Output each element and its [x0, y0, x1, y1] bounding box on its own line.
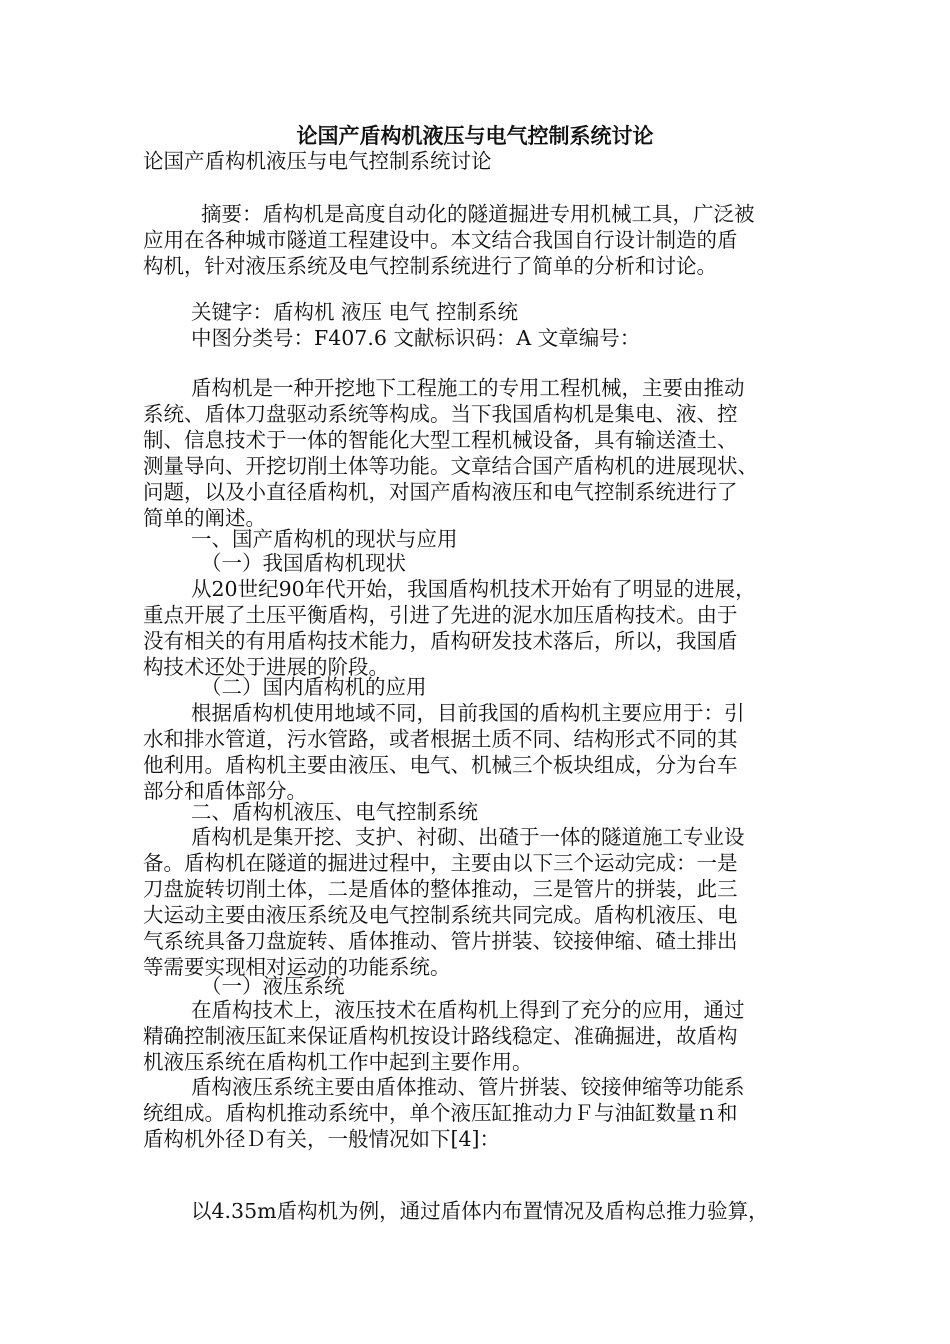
abstract-line: 应用在各种城市隧道工程建设中。本文结合我国自行设计制造的盾: [143, 228, 738, 252]
paragraph-line: 从20世纪90年代开始，我国盾构机技术开始有了明显的进展，: [191, 577, 756, 601]
paragraph-line: 水和排水管道，污水管路，或者根据土质不同、结构形式不同的其: [143, 727, 738, 751]
paragraph-line: 以4.35m盾构机为例，通过盾体内布置情况及盾构总推力验算，: [191, 1199, 769, 1223]
subtitle-line: 论国产盾构机液压与电气控制系统讨论: [143, 149, 492, 173]
paragraph-line: 系统、盾体刀盘驱动系统等构成。当下我国盾构机是集电、液、控: [143, 402, 738, 426]
paragraph-line: 等需要实现相对运动的功能系统。: [143, 955, 451, 979]
keywords-line: 关键字：盾构机 液压 电气 控制系统: [191, 300, 519, 324]
paragraph-line: 精确控制液压缸来保证盾构机按设计路线稳定、准确掘进，故盾构: [143, 1024, 738, 1048]
subsection-heading: （一）我国盾构机现状: [201, 551, 406, 575]
paragraph-line: 制、信息技术于一体的智能化大型工程机械设备，具有输送渣土、: [143, 428, 738, 452]
classification-line: 中图分类号：F407.6 文献标识码：A 文章编号：: [191, 326, 641, 350]
paragraph-line: 气系统具备刀盘旋转、盾体推动、管片拼装、铰接伸缩、碴土排出: [143, 929, 738, 953]
paragraph-line: 盾构机是一种开挖地下工程施工的专用工程机械，主要由推动: [191, 376, 745, 400]
paragraph-line: 在盾构技术上，液压技术在盾构机上得到了充分的应用，通过: [191, 998, 745, 1022]
paragraph-line: 他利用。盾构机主要由液压、电气、机械三个板块组成，分为台车: [143, 753, 738, 777]
paragraph-line: 简单的阐述。: [143, 506, 266, 530]
paragraph-line: 构技术还处于进展的阶段。: [143, 655, 389, 679]
paragraph-line: 盾构机外径Ｄ有关，一般情况如下[4]：: [143, 1127, 501, 1151]
paragraph-line: 根据盾构机使用地域不同，目前我国的盾构机主要应用于：引: [191, 701, 745, 725]
paragraph-line: 机液压系统在盾构机工作中起到主要作用。: [143, 1050, 533, 1074]
paragraph-line: 盾构液压系统主要由盾体推动、管片拼装、铰接伸缩等功能系: [191, 1075, 745, 1099]
paragraph-line: 备。盾构机在隧道的掘进过程中，主要由以下三个运动完成：一是: [143, 851, 738, 875]
paragraph-line: 统组成。盾构机推动系统中，单个液压缸推动力Ｆ与油缸数量ｎ和: [143, 1101, 738, 1125]
paragraph-line: 盾构机是集开挖、支护、衬砌、出碴于一体的隧道施工专业设: [191, 825, 745, 849]
paragraph-line: 部分和盾体部分。: [143, 779, 307, 803]
subsection-heading: （二）国内盾构机的应用: [201, 675, 427, 699]
abstract-line: 摘要：盾构机是高度自动化的隧道掘进专用机械工具，广泛被: [201, 202, 755, 226]
paragraph-line: 没有相关的有用盾构技术能力，盾构研发技术落后，所以，我国盾: [143, 629, 738, 653]
subsection-heading: （一）液压系统: [201, 974, 345, 998]
paragraph-line: 测量导向、开挖切削土体等功能。文章结合国产盾构机的进展现状、: [143, 454, 758, 478]
document-title: 论国产盾构机液压与电气控制系统讨论: [296, 123, 654, 148]
section-heading: 二、盾构机液压、电气控制系统: [191, 800, 478, 824]
paragraph-line: 重点开展了土压平衡盾构，引进了先进的泥水加压盾构技术。由于: [143, 603, 738, 627]
paragraph-line: 刀盘旋转切削土体，二是盾体的整体推动，三是管片的拼装，此三: [143, 877, 738, 901]
paragraph-line: 问题，以及小直径盾构机，对国产盾构液压和电气控制系统进行了: [143, 480, 738, 504]
section-heading: 一、国产盾构机的现状与应用: [191, 527, 458, 551]
abstract-line: 构机，针对液压系统及电气控制系统进行了简单的分析和讨论。: [143, 254, 717, 278]
paragraph-line: 大运动主要由液压系统及电气控制系统共同完成。盾构机液压、电: [143, 903, 738, 927]
